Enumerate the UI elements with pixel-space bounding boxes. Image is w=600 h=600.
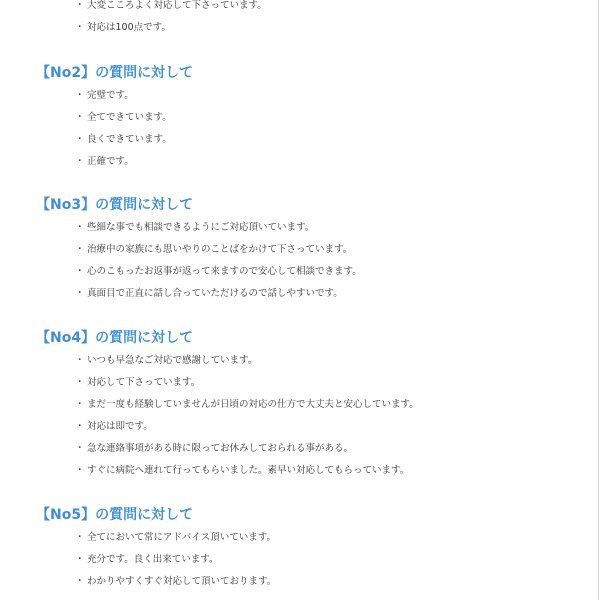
bullet-icon: ・	[75, 355, 85, 366]
section-1-list	[75, 0, 267, 34]
list-item: ・ 対応して下さっています。	[75, 377, 201, 388]
bullet-icon: ・	[75, 222, 85, 233]
bullet-icon: ・	[75, 266, 85, 277]
list-item: ・ いつも早急なご対応で感謝しています。	[75, 355, 258, 366]
list-item: ・ 大変こころよく対応して下さっています。	[75, 0, 267, 11]
bullet-icon: ・	[75, 554, 85, 565]
bullet-icon: ・	[75, 22, 85, 33]
list-item: ・ すぐに病院へ連れて行ってもらいました。素早い対応してもらっています。	[75, 465, 410, 476]
list-item: ・ わかりやすくすぐ対応して頂いております。	[75, 576, 277, 587]
bullet-icon: ・	[75, 421, 85, 432]
bullet-icon: ・	[75, 134, 85, 145]
list-item: ・ 完璧です。	[75, 90, 134, 101]
list-item: ・ 対応は100点です。	[75, 22, 171, 33]
section-heading-no5: 【No5】の質問に対して	[36, 507, 194, 523]
bullet-icon: ・	[75, 465, 85, 476]
section-5-list	[75, 532, 276, 588]
section-heading-no3: 【No3】の質問に対して	[36, 197, 194, 213]
bullet-icon: ・	[75, 576, 85, 587]
bullet-icon: ・	[75, 288, 85, 299]
list-item: ・ 充分です。良く出来ています。	[75, 554, 219, 565]
bullet-icon: ・	[75, 90, 85, 101]
list-item: ・ 治療中の家族にも思いやりのことばをかけて下さっています。	[75, 244, 353, 255]
bullet-icon: ・	[75, 112, 85, 123]
list-item: ・ まだ一度も経験していませんが日頃の対応の仕方で大丈夫と安心しています。	[75, 399, 419, 410]
list-item: ・ 全てできています。	[75, 112, 172, 123]
list-item: ・ 全てにおいて常にアドバイス頂いています。	[75, 532, 276, 543]
section-2-list	[75, 90, 172, 168]
list-item: ・ 良くできています。	[75, 134, 172, 145]
bullet-icon: ・	[75, 532, 85, 543]
bullet-icon: ・	[75, 156, 85, 167]
section-heading-no4: 【No4】の質問に対して	[36, 330, 194, 346]
list-item: ・ 正確です。	[75, 156, 134, 167]
list-item: ・ 些細な事でも相談できるようにご対応頂いています。	[75, 222, 315, 233]
section-heading-no2: 【No2】の質問に対して	[36, 65, 194, 81]
bullet-icon: ・	[75, 244, 85, 255]
section-3-list	[75, 222, 362, 300]
bullet-icon: ・	[75, 0, 85, 11]
section-4-list	[75, 355, 419, 477]
list-item: ・ 対応は即です。	[75, 421, 153, 432]
bullet-icon: ・	[75, 377, 85, 388]
bullet-icon: ・	[75, 443, 85, 454]
list-item: ・ 心のこもったお返事が返って来ますので安心して相談できます。	[75, 266, 362, 277]
list-item: ・ 真面目で正直に話し合っていただけるので話しやすいです。	[75, 288, 343, 299]
list-item: ・ 急な連絡事項がある時に限ってお休みしておられる事がある。	[75, 443, 354, 454]
bullet-icon: ・	[75, 399, 85, 410]
